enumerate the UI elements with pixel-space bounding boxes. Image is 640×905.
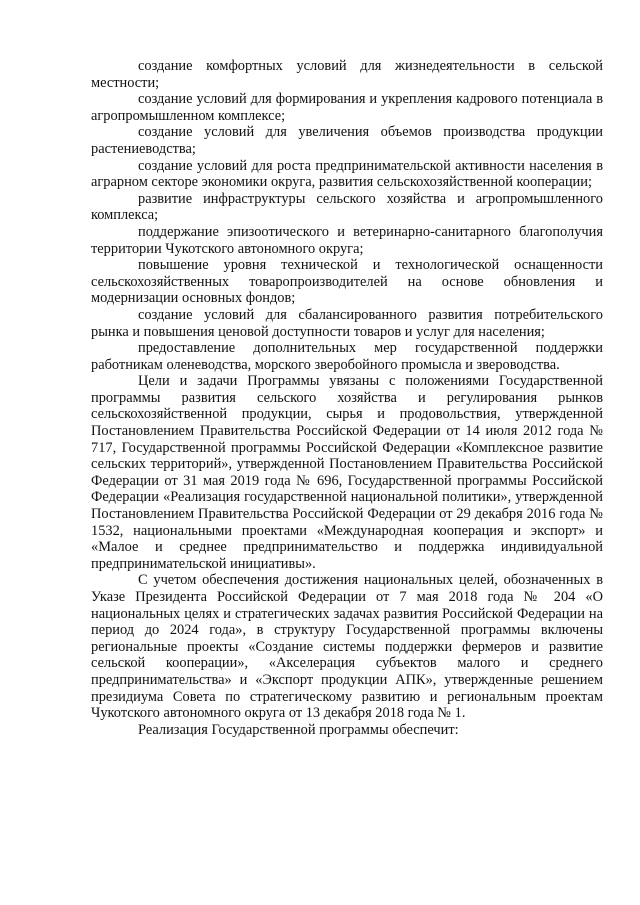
paragraph-comfortable-conditions: создание комфортных условий для жизнедеятельности в сельской местности;: [91, 58, 603, 91]
paragraph-technical-equipment: повышение уровня технической и технологической оснащенности сельскохозяйственных товаропроизводителей на основе обновления и модернизации основных фондов;: [91, 257, 603, 307]
document-page: [91, 58, 603, 738]
paragraph-infrastructure: развитие инфраструктуры сельского хозяйства и агропромышленного комплекса;: [91, 190, 603, 224]
paragraph-entrepreneurial-activity: создание условий для роста предпринимательской активности населения в аграрном секторе экономики округа, развития сельскохозяйственной кооперации;: [91, 157, 603, 191]
paragraph-program-goals: Цели и задачи Программы увязаны с положениями Государственной программы развития сельского хозяйства и регулирования рынков сельскохозяйственной продукции, сырья и продовольствия, утвержденной Постановлением Правительства Российской Федерации от 14 июля 2012 года № 717, Государственной программы Российской Федерации «Комплексное развитие сельских территорий», утвержденной Постановлением Правительства Российской Федерации от 31 мая 2019 года № 696, Государственной программы Российской Федерации «Реализация государственной национальной политики», утвержденной Постановлением Правительства Российской Федерации от 29 декабря 2016 года № 1532, национальными проектами «Международная кооперация и экспорт» и «Малое и среднее предпринимательство и поддержка индивидуальной предпринимательской инициативы».: [91, 373, 603, 572]
paragraph-implementation: Реализация Государственной программы обеспечит:: [138, 721, 459, 738]
paragraph-national-goals: С учетом обеспечения достижения национальных целей, обозначенных в Указе Президента Российской Федерации от 7 мая 2018 года № 204 «О национальных целях и стратегических задачах развития Российской Федерации на период до 2024 года», в структуру Государственной программы включены региональные проекты «Создание системы поддержки фермеров и развитие сельской кооперации», «Акселерация субъектов малого и среднего предпринимательства» и «Экспорт продукции АПК», утвержденные решением президиума Совета по стратегическому развитию и региональным проектам Чукотского автономного округа от 13 декабря 2018 года № 1.: [91, 572, 603, 722]
paragraph-consumer-market: создание условий для сбалансированного развития потребительского рынка и повышения ценовой доступности товаров и услуг для населения;: [91, 306, 603, 340]
paragraph-crop-production: создание условий для увеличения объемов производства продукции растениеводства;: [91, 124, 603, 157]
paragraph-personnel-potential: создание условий для формирования и укрепления кадрового потенциала в агропромышленном комплексе;: [91, 91, 603, 124]
paragraph-veterinary: поддержание эпизоотического и ветеринарно-санитарного благополучия территории Чукотского автономного округа;: [91, 223, 603, 257]
paragraph-state-support: предоставление дополнительных мер государственной поддержки работникам оленеводства, морского зверобойного промысла и звероводства.: [91, 340, 603, 373]
